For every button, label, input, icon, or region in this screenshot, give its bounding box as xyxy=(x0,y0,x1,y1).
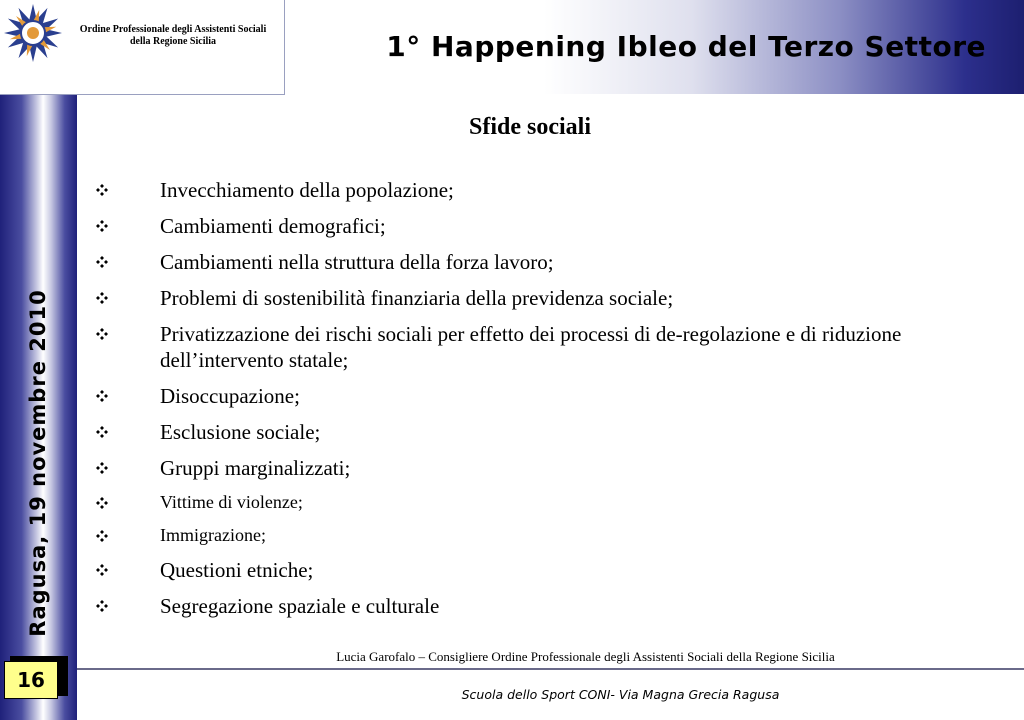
four-diamond-bullet-icon xyxy=(96,184,108,196)
list-item xyxy=(96,557,996,583)
list-item xyxy=(96,213,996,239)
four-diamond-bullet-icon xyxy=(96,564,108,576)
title-band xyxy=(285,0,1024,94)
list-item-text: Gruppi marginalizzati; xyxy=(160,456,351,480)
bullet-list xyxy=(96,177,996,629)
section-title: Sfide sociali xyxy=(468,114,591,140)
logo-box xyxy=(0,0,285,95)
list-item-text: Segregazione spaziale e culturale xyxy=(160,594,440,618)
list-item-text: Vittime di violenze; xyxy=(160,492,303,512)
four-diamond-bullet-icon xyxy=(96,390,108,402)
list-item xyxy=(96,249,996,275)
four-diamond-bullet-icon xyxy=(96,497,108,509)
page-number: 16 xyxy=(4,661,58,699)
author-credit: Lucia Garofalo – Consigliere Ordine Professionale degli Assistenti Sociali della Regione Sicilia xyxy=(336,649,835,664)
four-diamond-bullet-icon xyxy=(96,256,108,268)
list-item-text: Questioni etniche; xyxy=(160,558,314,582)
left-band xyxy=(0,95,77,720)
list-item xyxy=(96,524,996,546)
list-item-text: Problemi di sostenibilità finanziaria della previdenza sociale; xyxy=(160,286,674,310)
four-diamond-bullet-icon xyxy=(96,328,108,340)
organization-emblem-icon xyxy=(2,2,64,64)
list-item-text: Disoccupazione; xyxy=(160,384,300,408)
list-item xyxy=(96,419,996,445)
list-item-text: Esclusione sociale; xyxy=(160,420,321,444)
list-item xyxy=(96,177,996,203)
list-item-text: Cambiamenti demografici; xyxy=(160,214,386,238)
footer-divider xyxy=(77,668,1024,670)
page-title: 1° Happening Ibleo del Terzo Settore xyxy=(386,30,986,63)
event-date: Ragusa, 19 novembre 2010 xyxy=(26,289,50,637)
list-item-text: Invecchiamento della popolazione; xyxy=(160,178,454,202)
list-item-text: Cambiamenti nella struttura della forza lavoro; xyxy=(160,250,554,274)
four-diamond-bullet-icon xyxy=(96,600,108,612)
four-diamond-bullet-icon xyxy=(96,292,108,304)
four-diamond-bullet-icon xyxy=(96,530,108,542)
list-item xyxy=(96,593,996,619)
list-item xyxy=(96,321,996,373)
organization-name xyxy=(64,24,282,48)
four-diamond-bullet-icon xyxy=(96,426,108,438)
list-item xyxy=(96,383,996,409)
venue-footer: Scuola dello Sport CONI- Via Magna Grecia Ragusa xyxy=(461,687,780,702)
list-item xyxy=(96,491,996,513)
four-diamond-bullet-icon xyxy=(96,462,108,474)
four-diamond-bullet-icon xyxy=(96,220,108,232)
list-item-text: Privatizzazione dei rischi sociali per effetto dei processi di de-regolazione e di riduzione dell’intervento statale; xyxy=(160,322,902,372)
list-item xyxy=(96,285,996,311)
list-item xyxy=(96,455,996,481)
list-item-text: Immigrazione; xyxy=(160,525,266,545)
organization-name-line2: della Regione Sicilia xyxy=(129,36,217,47)
organization-name-line1: Ordine Professionale degli Assistenti Sociali xyxy=(79,24,267,35)
